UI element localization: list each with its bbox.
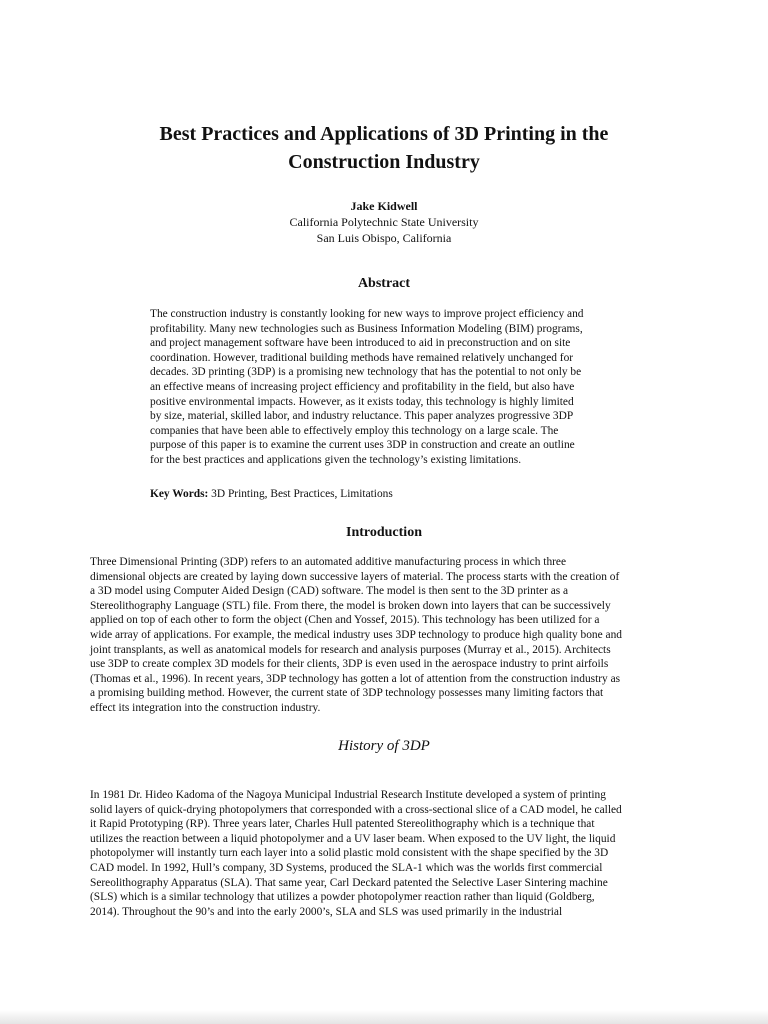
abstract-line: profitability. Many new technologies such as Business Information Modeling (BIM) programs, (150, 322, 583, 335)
abstract-line: purpose of this paper is to examine the current uses 3DP in construction and create an outline (150, 439, 575, 452)
paper-title-line: Construction Industry (288, 151, 480, 173)
introduction-line: effect its integration into the construction industry. (90, 701, 321, 714)
author-name: Jake Kidwell (350, 199, 418, 213)
history-line: 2014). Throughout the 90’s and into the early 2000’s, SLA and SLS was used primarily in the industrial (90, 905, 563, 918)
introduction-line: wide array of applications. For example, the medical industry uses 3DP technology to produce high quality bone and (90, 628, 622, 641)
abstract-line: decades. 3D printing (3DP) is a promising new technology that has the potential to not only be (150, 366, 582, 379)
paper-title (0, 120, 768, 176)
history-line: photopolymer will instantly turn each layer into a solid plastic mold consistent with the shape specified by the 3D (90, 847, 609, 860)
abstract-line: companies that have been able to effectively employ this technology on a large scale. The (150, 424, 559, 437)
introduction-line: dimensional objects are created by laying down successive layers of material. The process starts with the creation of (90, 570, 620, 583)
introduction-line: Three Dimensional Printing (3DP) refers to an automated additive manufacturing process in which three (90, 556, 567, 568)
keywords-text: 3D Printing, Best Practices, Limitations (208, 488, 393, 500)
introduction-line: a 3D model using Computer Aided Design (CAD) software. The model is then sent to the 3D printer as a (90, 585, 569, 598)
keywords-label: Key Words: (150, 488, 209, 500)
abstract-text (150, 307, 630, 468)
introduction-line: joint transplants, as well as anatomical models for research and analysis purposes (Murray et al., 2015). Architects (90, 643, 611, 656)
history-line: In 1981 Dr. Hideo Kadoma of the Nagoya Municipal Industrial Research Institute developed a system of printing (90, 789, 606, 801)
introduction-line: applied on top of each other to form the object (Chen and Yossef, 2015). This technology has been utilized for a (90, 614, 600, 627)
abstract-line: by size, material, skilled labor, and industry reluctance. This paper analyzes progressive 3DP (150, 410, 574, 423)
abstract-line: and project management software have been introduced to aid in preconstruction and on site (150, 337, 571, 350)
author-affiliation: California Polytechnic State University (289, 215, 479, 229)
abstract-line: The construction industry is constantly looking for new ways to improve project efficiency and (150, 308, 584, 320)
paper-title-line: Best Practices and Applications of 3D Printing in the (159, 123, 609, 145)
abstract-line: positive environmental impacts. However, as it exists today, this technology is highly limited (150, 395, 574, 408)
abstract-heading: Abstract (357, 276, 411, 291)
history-text (90, 788, 680, 919)
history-line: (SLS) which is a similar technology that utilizes a powder photopolymer reaction rather than liquid (Goldberg, (90, 891, 595, 904)
author-block (0, 198, 768, 246)
history-line: it Rapid Prototyping (RP). Three years later, Charles Hull patented Stereolithography which is a technique that (90, 818, 595, 831)
introduction-line: a promising building method. However, the current state of 3DP technology possesses many limiting factors that (90, 687, 604, 700)
page-bottom-shadow (0, 1010, 768, 1024)
history-line: utilizes the reaction between a liquid photopolymer and a UV laser beam. When exposed to the UV light, the liquid (90, 832, 616, 845)
history-line: CAD model. In 1992, Hull’s company, 3D Systems, produced the SLA-1 which was the worlds first commercial (90, 861, 603, 874)
abstract-line: for the best practices and applications given the technology’s existing limitations. (150, 453, 522, 466)
author-location: San Luis Obispo, California (316, 231, 452, 245)
introduction-line: use 3DP to create complex 3D models for their clients, 3DP is even used in the aerospace industry to print airfoils (90, 658, 609, 671)
history-heading: History of 3DP (338, 738, 430, 754)
abstract-line: an effective means of increasing project efficiency and profitability in the field, but also have (150, 380, 575, 393)
introduction-line: Stereolithography Language (STL) file. From there, the model is broken down into layers that can be successively (90, 599, 611, 612)
introduction-line: (Thomas et al., 1996). In recent years, 3DP technology has gotten a lot of attention from the construction industry as (90, 672, 621, 685)
history-line: solid layers of quick-drying photopolymers that corresponded with a cross-sectional slice of a CAD model, he called (90, 803, 622, 816)
history-line: Sereolithography Apparatus (SLA). That same year, Carl Deckard patented the Selective Laser Sintering machine (90, 876, 608, 889)
introduction-text (90, 555, 680, 716)
abstract-line: coordination. However, traditional building methods have remained relatively unchanged for (150, 351, 574, 364)
introduction-heading: Introduction (346, 525, 422, 540)
keywords (150, 487, 393, 502)
